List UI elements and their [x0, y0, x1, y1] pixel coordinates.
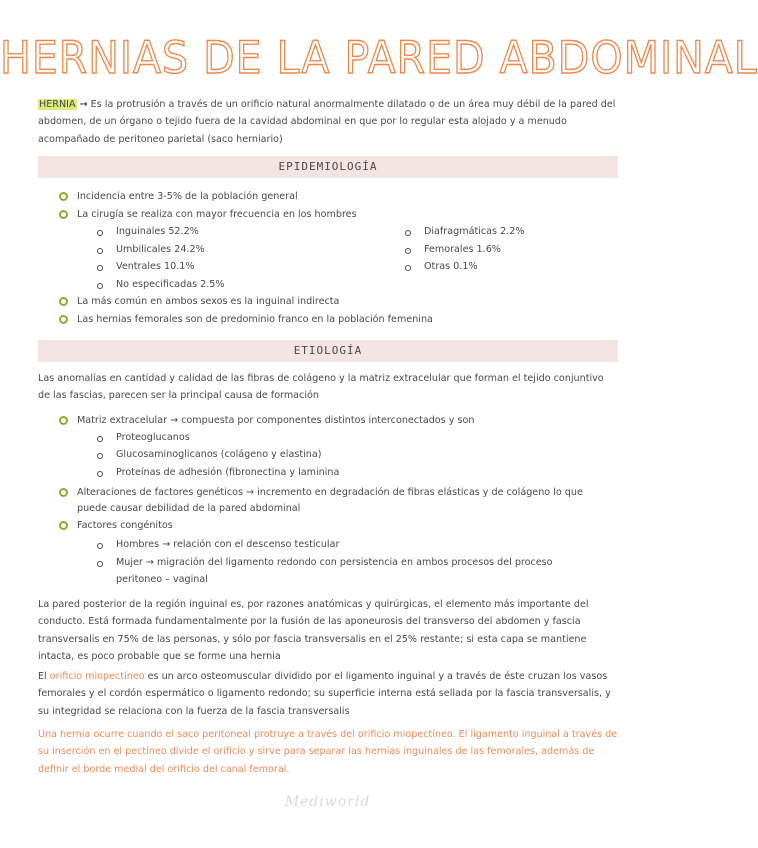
etio-bullet-2-line1: Alteraciones de factores genéticos → incremento en degradación de fibras elásticas y de colágeno lo que [77, 487, 583, 498]
intro-paragraph [38, 96, 618, 148]
section-epidemiologia: EPIDEMIOLOGÍA [38, 156, 618, 178]
etio-sub-item: Proteínas de adhesión (fibronectina y laminina [116, 467, 340, 478]
paragraph-pared-posterior: La pared posterior de la región inguinal es, por razones anatómicas y quirúrgicas, el elemento más importante del conducto. Está formada fundamentalmente por la fusión de las aponeurosis del transverso del abdomen y fascia transversalis en 75% de las personas, y sólo por fascia transversalis en el 25% restante; si esta capa se mantiene intacta, es poco probable que se forme una hernia [38, 599, 589, 662]
etio-bullet-1: Matriz extracelular → compuesta por componentes distintos interconectados y son [77, 415, 475, 426]
sub-bullet-icon [97, 561, 103, 567]
epi-sub-item: Inguinales 52.2% [116, 226, 199, 237]
etio-sub-item: Mujer → migración del ligamento redondo con persistencia en ambos procesos del proceso [116, 557, 553, 568]
sub-bullet-icon [97, 283, 103, 289]
bullet-icon [59, 192, 68, 201]
epi-sub-item: No especificadas 2.5% [116, 279, 225, 290]
bullet-icon [59, 297, 68, 306]
epi-bullet-3: La más común en ambos sexos es la inguinal indirecta [77, 296, 340, 307]
sub-bullet-icon [97, 471, 103, 477]
sub-bullet-icon [97, 248, 103, 254]
etio-sub-item: Hombres → relación con el descenso testicular [116, 539, 340, 550]
para2-lead: El [38, 671, 50, 682]
etio-bullet-3: Factores congénitos [77, 520, 173, 531]
orificio-term: orificio miopectíneo [49, 671, 145, 682]
paragraph-hernia-ocurre: Una hernia ocurre cuando el saco peritoneal protruye a través del orificio miopectíneo. El ligamento inguinal a través de su inserción en el pectíneo divide el orificio y sirve para separar las hernias inguinales de las femorales, además de definir el borde medial del orificio del canal femoral. [38, 729, 618, 775]
etio-sub-item-cont: peritoneo – vaginal [116, 574, 208, 585]
sub-bullet-icon [405, 265, 411, 271]
page-title: HERNIAS DE LA PARED ABDOMINAL [0, 32, 758, 84]
hernia-term: HERNIA [39, 99, 76, 110]
bullet-icon [59, 521, 68, 530]
sub-bullet-icon [405, 230, 411, 236]
sub-bullet-icon [97, 453, 103, 459]
sub-bullet-icon [97, 543, 103, 549]
epi-sub-item: Ventrales 10.1% [116, 261, 195, 272]
bullet-icon [59, 210, 68, 219]
sub-bullet-icon [97, 265, 103, 271]
epi-sub-item: Diafragmáticas 2.2% [424, 226, 525, 237]
etio-bullet-2-line2: puede causar debilidad de la pared abdominal [77, 503, 301, 514]
etio-intro: Las anomalías en cantidad y calidad de las fibras de colágeno y la matriz extracelular que forman el tejido conjuntivo de las fascias, parecen ser la principal causa de formación [38, 373, 604, 402]
epi-sub-item: Umbilicales 24.2% [116, 244, 205, 255]
epi-sub-item: Otras 0.1% [424, 261, 478, 272]
sub-bullet-icon [97, 436, 103, 442]
etio-sub-item: Glucosaminoglicanos (colágeno y elastina) [116, 449, 322, 460]
bullet-icon [59, 315, 68, 324]
sub-bullet-icon [97, 230, 103, 236]
sub-bullet-icon [405, 248, 411, 254]
epi-bullet-4: Las hernias femorales son de predominio franco en la población femenina [77, 314, 433, 325]
bullet-icon [59, 416, 68, 425]
epi-bullet-2: La cirugía se realiza con mayor frecuencia en los hombres [77, 209, 357, 220]
epi-sub-item: Femorales 1.6% [424, 244, 501, 255]
epi-bullet-1: Incidencia entre 3-5% de la población general [77, 191, 298, 202]
signature-watermark: Mediworld [284, 794, 371, 810]
arrow-icon: → [79, 99, 88, 110]
para2-text: es un arco osteomuscular dividido por el ligamento inguinal y a través de éste cruzan los vasos femorales y el cordón espermático o ligamento redondo; su superficie interna está sellada por la fascia transversalis, y su integridad se relaciona con la fuerza de la fascia transversalis [38, 671, 611, 717]
section-etiologia: ETIOLOGÍA [38, 340, 618, 362]
intro-text: Es la protrusión a través de un orificio natural anormalmente dilatado o de un área muy débil de la pared del abdomen, de un órgano o tejido fuera de la cavidad abdominal en que por lo regular esta alojado y a menudo acompañado de peritoneo parietal (saco herniario) [38, 99, 616, 145]
paragraph-orificio [38, 668, 618, 720]
etio-sub-item: Proteoglucanos [116, 432, 190, 443]
bullet-icon [59, 488, 68, 497]
